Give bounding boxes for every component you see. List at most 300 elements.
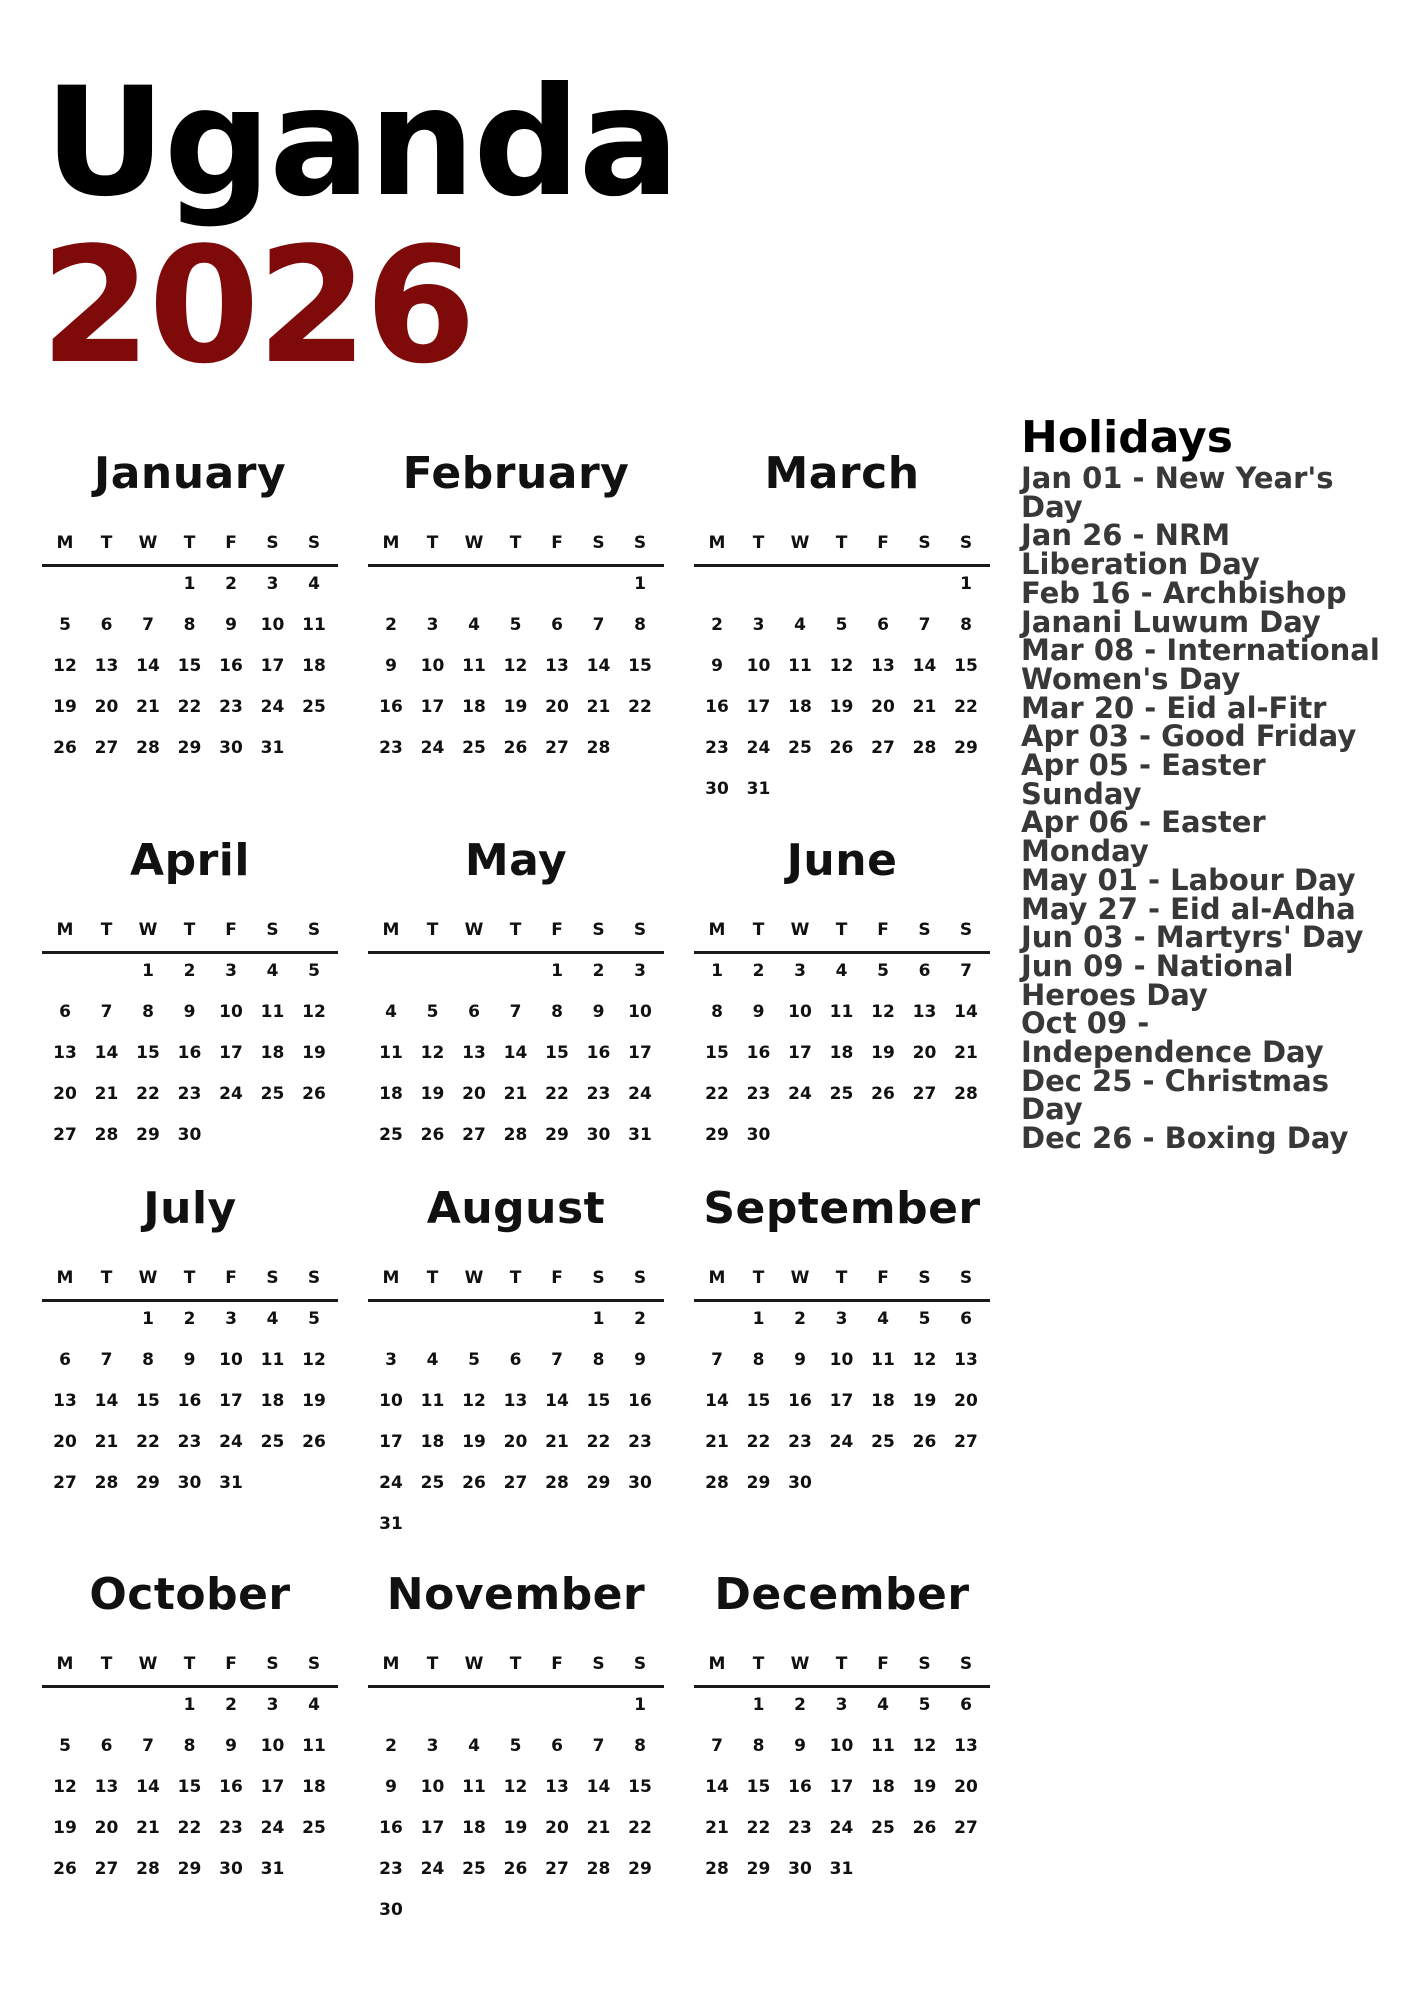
day-cell: 7 <box>592 615 605 635</box>
day-cell: 25 <box>260 1084 285 1104</box>
day-cell: 18 <box>829 1043 854 1063</box>
day-cell: 30 <box>177 1473 202 1493</box>
weekday-label: W <box>790 920 810 940</box>
day-cell: 28 <box>705 1473 729 1493</box>
day-cell: 14 <box>136 656 160 676</box>
holiday-line: Feb 16 - Archbishop <box>1021 575 1347 610</box>
day-cell: 9 <box>183 1350 196 1370</box>
day-cell: 24 <box>829 1432 854 1452</box>
weekday-label: F <box>225 1654 237 1674</box>
holiday-line: Jun 03 - Martyrs' Day <box>1021 920 1364 955</box>
day-cell: 12 <box>912 1350 937 1370</box>
weekday-label: S <box>959 1268 973 1288</box>
day-cell: 20 <box>954 1391 978 1411</box>
weekday-label: T <box>835 533 848 553</box>
day-cell: 13 <box>462 1043 486 1063</box>
weekday-label: S <box>918 533 931 553</box>
day-cell: 4 <box>266 1309 279 1329</box>
day-cell: 7 <box>918 615 931 635</box>
day-cell: 9 <box>752 1002 765 1022</box>
day-cell: 18 <box>302 656 326 676</box>
day-grid <box>694 1299 990 1559</box>
day-cell: 1 <box>960 574 972 594</box>
holiday-line: Janani Luwum Day <box>1021 604 1321 639</box>
day-cell: 11 <box>302 1736 326 1756</box>
weekday-label: F <box>225 920 237 940</box>
day-cell: 8 <box>960 615 972 635</box>
day-cell: 5 <box>509 615 522 635</box>
holidays-title: Holidays <box>1021 412 1233 463</box>
day-cell: 26 <box>53 738 77 758</box>
weekday-label: S <box>633 1268 647 1288</box>
day-cell: 12 <box>462 1391 486 1411</box>
day-cell: 24 <box>219 1432 243 1452</box>
weekday-label: F <box>551 1268 563 1288</box>
day-cell: 30 <box>746 1125 771 1145</box>
weekday-label: S <box>633 1654 647 1674</box>
day-cell: 15 <box>586 1391 611 1411</box>
day-cell: 29 <box>628 1859 652 1879</box>
weekday-label: S <box>592 1268 605 1288</box>
day-cell: 14 <box>954 1002 978 1022</box>
day-cell: 12 <box>302 1350 326 1370</box>
day-cell: 1 <box>551 961 563 981</box>
day-cell: 25 <box>871 1432 895 1452</box>
day-cell: 3 <box>225 1309 237 1329</box>
weekday-label: W <box>790 1654 810 1674</box>
day-cell: 4 <box>468 615 480 635</box>
day-cell: 23 <box>628 1432 652 1452</box>
day-cell: 15 <box>545 1043 569 1063</box>
day-cell: 20 <box>462 1084 486 1104</box>
day-cell: 3 <box>225 961 237 981</box>
day-cell: 12 <box>420 1043 445 1063</box>
day-cell: 21 <box>586 1818 611 1838</box>
day-cell: 30 <box>379 1900 403 1920</box>
weekday-label: S <box>633 920 647 940</box>
weekday-label: W <box>138 533 158 553</box>
weekday-header <box>694 915 990 954</box>
day-cell: 27 <box>94 738 119 758</box>
month-title: April <box>130 835 250 886</box>
day-cell: 28 <box>912 738 937 758</box>
day-cell: 1 <box>183 574 196 594</box>
day-cell: 12 <box>53 1777 77 1797</box>
month-dec <box>694 1567 990 1947</box>
holiday-line: Dec 25 - Christmas <box>1021 1063 1329 1098</box>
day-cell: 1 <box>142 1309 154 1329</box>
day-cell: 10 <box>420 1777 445 1797</box>
month-title: July <box>143 1183 237 1234</box>
day-cell: 26 <box>53 1859 77 1879</box>
weekday-label: F <box>551 533 563 553</box>
day-cell: 5 <box>509 1736 522 1756</box>
day-cell: 15 <box>177 1777 202 1797</box>
day-cell: 9 <box>634 1350 646 1370</box>
day-cell: 11 <box>462 656 486 676</box>
day-cell: 19 <box>53 697 77 717</box>
day-cell: 8 <box>142 1002 154 1022</box>
day-cell: 22 <box>746 1432 771 1452</box>
weekday-label: T <box>100 533 113 553</box>
day-cell: 28 <box>94 1125 119 1145</box>
day-cell: 20 <box>912 1043 937 1063</box>
day-cell: 13 <box>545 1777 569 1797</box>
day-cell: 25 <box>462 738 486 758</box>
holiday-line: Apr 03 - Good Friday <box>1021 719 1357 754</box>
day-cell: 14 <box>545 1391 569 1411</box>
day-cell: 22 <box>586 1432 611 1452</box>
day-cell: 30 <box>177 1125 202 1145</box>
weekday-label: S <box>959 920 973 940</box>
day-cell: 25 <box>788 738 812 758</box>
day-cell: 16 <box>746 1043 771 1063</box>
holiday-line: Oct 09 - <box>1021 1006 1150 1041</box>
day-cell: 14 <box>94 1043 119 1063</box>
day-cell: 2 <box>225 574 237 594</box>
day-cell: 6 <box>960 1695 972 1715</box>
weekday-label: T <box>426 920 439 940</box>
day-cell: 1 <box>592 1309 605 1329</box>
day-cell: 19 <box>53 1818 77 1838</box>
day-cell: 5 <box>59 1736 71 1756</box>
day-cell: 16 <box>586 1043 611 1063</box>
day-cell: 17 <box>420 697 445 717</box>
day-cell: 10 <box>219 1350 243 1370</box>
month-title: December <box>714 1569 970 1620</box>
day-cell: 30 <box>788 1859 812 1879</box>
day-cell: 27 <box>545 738 569 758</box>
weekday-label: W <box>464 1268 484 1288</box>
day-cell: 22 <box>954 697 978 717</box>
day-cell: 11 <box>260 1350 285 1370</box>
day-cell: 3 <box>426 615 439 635</box>
day-cell: 3 <box>752 615 765 635</box>
day-cell: 27 <box>462 1125 486 1145</box>
day-cell: 26 <box>302 1084 326 1104</box>
weekday-label: F <box>551 1654 563 1674</box>
day-cell: 1 <box>142 961 154 981</box>
day-cell: 29 <box>705 1125 729 1145</box>
day-cell: 5 <box>468 1350 480 1370</box>
weekday-label: F <box>877 920 889 940</box>
day-cell: 19 <box>503 697 528 717</box>
day-cell: 20 <box>503 1432 528 1452</box>
day-cell: 11 <box>788 656 812 676</box>
day-cell: 21 <box>545 1432 569 1452</box>
day-cell: 31 <box>219 1473 243 1493</box>
month-aug <box>368 1181 664 1561</box>
day-cell: 2 <box>711 615 723 635</box>
day-cell: 3 <box>835 1309 848 1329</box>
day-cell: 24 <box>379 1473 403 1493</box>
weekday-label: S <box>307 533 321 553</box>
weekday-label: M <box>382 1654 400 1674</box>
weekday-label: F <box>225 1268 237 1288</box>
day-cell: 9 <box>385 1777 397 1797</box>
day-cell: 23 <box>219 1818 243 1838</box>
day-cell: 9 <box>385 656 397 676</box>
day-cell: 4 <box>877 1309 889 1329</box>
day-cell: 11 <box>260 1002 285 1022</box>
day-cell: 14 <box>586 656 611 676</box>
day-cell: 29 <box>136 1125 160 1145</box>
day-cell: 16 <box>219 1777 243 1797</box>
weekday-header <box>694 1649 990 1688</box>
day-cell: 16 <box>379 697 403 717</box>
holiday-list <box>1021 461 1401 1156</box>
day-cell: 23 <box>705 738 729 758</box>
weekday-label: S <box>307 1268 321 1288</box>
weekday-label: W <box>138 1654 158 1674</box>
weekday-header <box>368 1649 664 1688</box>
weekday-label: T <box>509 533 522 553</box>
day-cell: 21 <box>705 1432 729 1452</box>
day-cell: 31 <box>260 738 285 758</box>
day-cell: 3 <box>835 1695 848 1715</box>
weekday-label: T <box>183 1268 196 1288</box>
day-cell: 4 <box>426 1350 439 1370</box>
day-cell: 3 <box>266 1695 279 1715</box>
weekday-label: T <box>752 1654 765 1674</box>
weekday-header <box>42 528 338 567</box>
weekday-label: T <box>426 1268 439 1288</box>
day-cell: 18 <box>871 1777 895 1797</box>
weekday-header <box>368 528 664 567</box>
day-cell: 23 <box>219 697 243 717</box>
day-cell: 25 <box>302 1818 326 1838</box>
day-cell: 15 <box>705 1043 729 1063</box>
day-cell: 9 <box>225 1736 237 1756</box>
weekday-label: W <box>790 533 810 553</box>
day-grid <box>42 1299 338 1559</box>
holiday-line: Mar 20 - Eid al-Fitr <box>1021 690 1327 725</box>
day-cell: 21 <box>94 1432 119 1452</box>
day-cell: 24 <box>219 1084 243 1104</box>
day-cell: 14 <box>136 1777 160 1797</box>
day-cell: 27 <box>912 1084 937 1104</box>
day-cell: 5 <box>426 1002 439 1022</box>
weekday-label: S <box>307 920 321 940</box>
day-cell: 7 <box>711 1350 723 1370</box>
day-cell: 29 <box>177 738 202 758</box>
day-cell: 10 <box>829 1736 854 1756</box>
day-cell: 22 <box>177 697 202 717</box>
day-cell: 10 <box>260 1736 285 1756</box>
weekday-label: T <box>509 920 522 940</box>
day-cell: 6 <box>551 1736 563 1756</box>
day-cell: 2 <box>592 961 605 981</box>
weekday-label: F <box>877 1268 889 1288</box>
month-title: January <box>93 448 287 499</box>
day-cell: 7 <box>100 1350 113 1370</box>
month-apr <box>42 833 338 1213</box>
day-cell: 29 <box>136 1473 160 1493</box>
day-cell: 8 <box>711 1002 723 1022</box>
day-cell: 18 <box>302 1777 326 1797</box>
day-cell: 22 <box>628 697 652 717</box>
day-cell: 10 <box>379 1391 403 1411</box>
day-cell: 8 <box>183 615 196 635</box>
day-cell: 19 <box>912 1777 937 1797</box>
day-cell: 9 <box>183 1002 196 1022</box>
day-cell: 18 <box>260 1391 285 1411</box>
day-cell: 27 <box>545 1859 569 1879</box>
day-cell: 25 <box>871 1818 895 1838</box>
holiday-line: Apr 05 - Easter <box>1021 748 1266 783</box>
day-cell: 8 <box>752 1736 765 1756</box>
day-cell: 9 <box>794 1350 806 1370</box>
day-cell: 28 <box>705 1859 729 1879</box>
day-cell: 7 <box>142 615 154 635</box>
day-cell: 22 <box>136 1432 160 1452</box>
day-cell: 11 <box>302 615 326 635</box>
day-cell: 25 <box>302 697 326 717</box>
day-cell: 23 <box>746 1084 771 1104</box>
month-title: June <box>786 835 898 886</box>
day-cell: 6 <box>960 1309 972 1329</box>
day-grid <box>368 1685 664 1945</box>
holiday-line: Day <box>1021 1092 1083 1127</box>
day-cell: 26 <box>503 1859 528 1879</box>
weekday-label: S <box>266 533 279 553</box>
day-cell: 4 <box>877 1695 889 1715</box>
day-cell: 22 <box>628 1818 652 1838</box>
day-cell: 11 <box>829 1002 854 1022</box>
day-cell: 2 <box>183 1309 196 1329</box>
day-cell: 21 <box>94 1084 119 1104</box>
month-title: September <box>703 1183 981 1234</box>
day-cell: 7 <box>509 1002 522 1022</box>
weekday-label: T <box>752 920 765 940</box>
day-cell: 11 <box>871 1736 895 1756</box>
holiday-line: May 01 - Labour Day <box>1021 862 1356 897</box>
day-cell: 29 <box>954 738 978 758</box>
day-cell: 18 <box>260 1043 285 1063</box>
weekday-label: T <box>509 1268 522 1288</box>
day-cell: 12 <box>829 656 854 676</box>
weekday-label: T <box>100 1268 113 1288</box>
day-cell: 9 <box>711 656 723 676</box>
day-cell: 1 <box>752 1695 765 1715</box>
day-cell: 22 <box>545 1084 569 1104</box>
day-cell: 20 <box>545 697 569 717</box>
day-cell: 17 <box>219 1391 243 1411</box>
day-cell: 1 <box>183 1695 196 1715</box>
weekday-label: S <box>918 1654 931 1674</box>
day-cell: 13 <box>94 1777 119 1797</box>
weekday-label: W <box>464 533 484 553</box>
weekday-label: S <box>918 1268 931 1288</box>
day-cell: 6 <box>877 615 889 635</box>
day-cell: 5 <box>877 961 889 981</box>
day-cell: 4 <box>385 1002 397 1022</box>
weekday-label: S <box>266 920 279 940</box>
day-cell: 30 <box>219 738 243 758</box>
day-cell: 20 <box>545 1818 569 1838</box>
month-mar <box>694 446 990 826</box>
country-title: Uganda <box>44 56 678 230</box>
weekday-label: F <box>551 920 563 940</box>
day-cell: 6 <box>59 1002 71 1022</box>
day-grid <box>368 564 664 824</box>
day-cell: 28 <box>586 1859 611 1879</box>
month-jul <box>42 1181 338 1561</box>
day-grid <box>42 1685 338 1945</box>
day-cell: 2 <box>183 961 196 981</box>
weekday-header <box>42 1263 338 1302</box>
day-cell: 22 <box>746 1818 771 1838</box>
weekday-label: F <box>877 1654 889 1674</box>
day-grid <box>42 564 338 824</box>
day-cell: 26 <box>871 1084 895 1104</box>
day-cell: 17 <box>829 1777 854 1797</box>
day-cell: 31 <box>746 779 771 799</box>
weekday-label: T <box>183 1654 196 1674</box>
weekday-label: M <box>56 1268 74 1288</box>
day-grid <box>694 1685 990 1945</box>
day-cell: 24 <box>788 1084 812 1104</box>
day-cell: 16 <box>219 656 243 676</box>
holiday-line: Women's Day <box>1021 661 1241 696</box>
day-cell: 6 <box>468 1002 480 1022</box>
weekday-label: F <box>877 533 889 553</box>
holiday-line: Jan 26 - NRM <box>1021 518 1231 553</box>
weekday-label: W <box>138 920 158 940</box>
day-cell: 19 <box>871 1043 895 1063</box>
weekday-label: W <box>464 920 484 940</box>
weekday-label: T <box>183 920 196 940</box>
holiday-line: Heroes Day <box>1021 977 1208 1012</box>
weekday-label: S <box>633 533 647 553</box>
day-cell: 25 <box>260 1432 285 1452</box>
weekday-header <box>694 1263 990 1302</box>
weekday-label: M <box>382 533 400 553</box>
day-cell: 4 <box>794 615 806 635</box>
day-cell: 16 <box>379 1818 403 1838</box>
day-cell: 27 <box>53 1125 77 1145</box>
day-cell: 17 <box>260 1777 285 1797</box>
day-cell: 21 <box>954 1043 978 1063</box>
day-cell: 30 <box>788 1473 812 1493</box>
day-cell: 11 <box>420 1391 445 1411</box>
weekday-label: W <box>464 1654 484 1674</box>
weekday-header <box>42 1649 338 1688</box>
day-cell: 18 <box>379 1084 403 1104</box>
weekday-header <box>42 915 338 954</box>
day-cell: 12 <box>871 1002 895 1022</box>
weekday-label: S <box>592 1654 605 1674</box>
day-cell: 15 <box>954 656 978 676</box>
day-cell: 31 <box>829 1859 854 1879</box>
day-cell: 2 <box>385 1736 397 1756</box>
day-cell: 14 <box>94 1391 119 1411</box>
day-cell: 28 <box>545 1473 569 1493</box>
weekday-label: T <box>509 1654 522 1674</box>
day-cell: 2 <box>385 615 397 635</box>
day-cell: 17 <box>420 1818 445 1838</box>
day-cell: 29 <box>746 1859 771 1879</box>
day-cell: 20 <box>94 1818 119 1838</box>
month-title: May <box>464 835 568 886</box>
month-may <box>368 833 664 1213</box>
day-cell: 18 <box>462 1818 486 1838</box>
day-cell: 26 <box>302 1432 326 1452</box>
day-cell: 19 <box>462 1432 486 1452</box>
day-cell: 31 <box>260 1859 285 1879</box>
day-cell: 19 <box>912 1391 937 1411</box>
day-cell: 17 <box>260 656 285 676</box>
